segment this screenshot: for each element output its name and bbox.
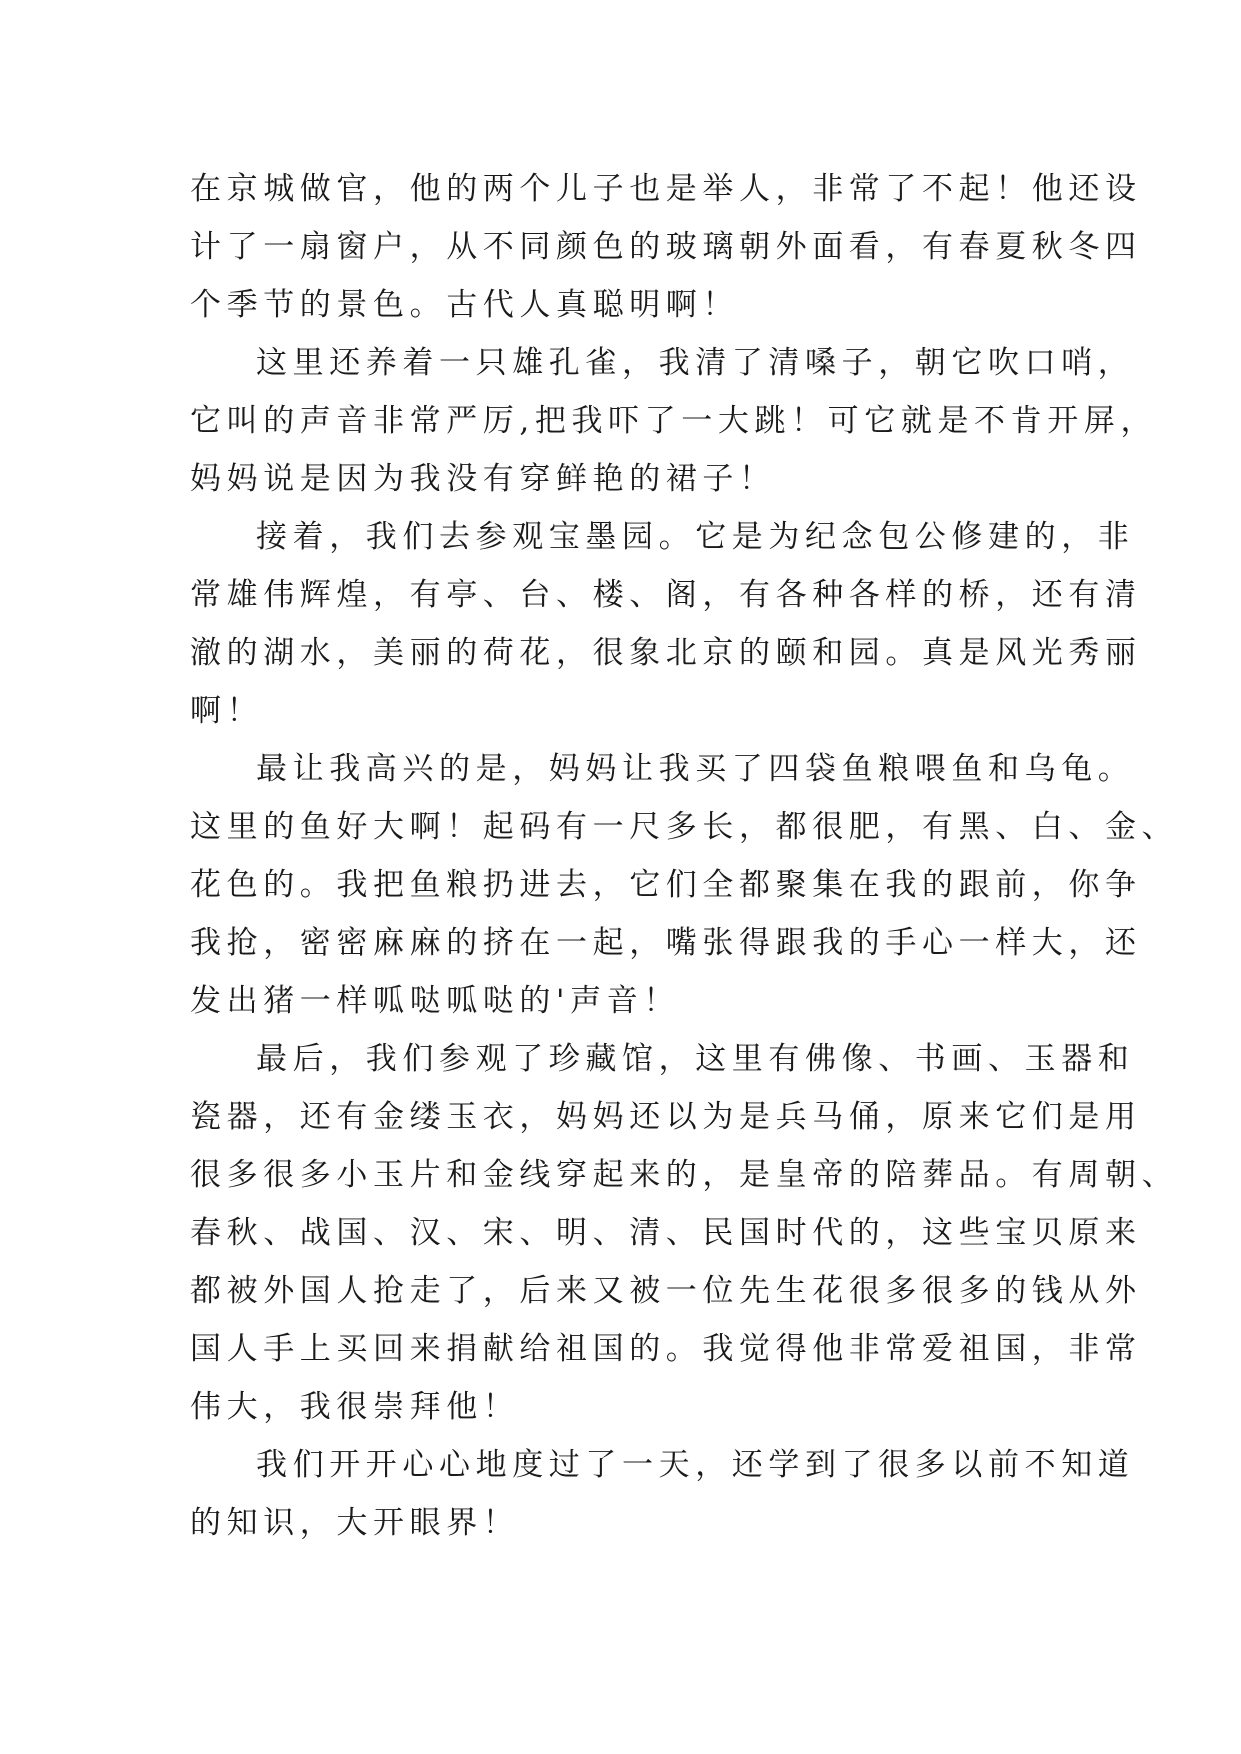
- text-line: 最让我高兴的是，妈妈让我买了四袋鱼粮喂鱼和乌龟。: [256, 751, 1135, 787]
- paragraph: [190, 508, 1142, 740]
- text-line: 很多很多小玉片和金线穿起来的，是皇帝的陪葬品。有周朝、: [190, 1157, 1179, 1193]
- text-line: 国人手上买回来捐献给祖国的。我觉得他非常爱祖国，非常: [190, 1331, 1142, 1367]
- text-line: 发出猪一样呱哒呱哒的'声音！: [190, 983, 680, 1019]
- paragraph: [190, 1030, 1179, 1436]
- text-line: 啊！: [190, 693, 264, 729]
- text-line: 瓷器，还有金缕玉衣，妈妈还以为是兵马俑，原来它们是用: [190, 1099, 1142, 1135]
- text-line: 春秋、战国、汉、宋、明、清、民国时代的，这些宝贝原来: [190, 1215, 1142, 1251]
- text-line: 它叫的声音非常严厉,把我吓了一大跳！可它就是不肯开屏，: [190, 403, 1158, 439]
- text-line: 常雄伟辉煌，有亭、台、楼、阁，有各种各样的桥，还有清: [190, 577, 1142, 613]
- text-line: 妈妈说是因为我没有穿鲜艳的裙子！: [190, 461, 776, 497]
- paragraph: [190, 740, 1179, 1030]
- text-line: 澈的湖水，美丽的荷花，很象北京的颐和园。真是风光秀丽: [190, 635, 1142, 671]
- text-line: 接着，我们去参观宝墨园。它是为纪念包公修建的，非: [256, 519, 1135, 555]
- paragraph: [190, 160, 1142, 334]
- text-line: 我们开开心心地度过了一天，还学到了很多以前不知道: [256, 1447, 1135, 1483]
- text-line: 这里还养着一只雄孔雀，我清了清嗓子，朝它吹口哨，: [256, 345, 1135, 381]
- text-line: 个季节的景色。古代人真聪明啊！: [190, 287, 739, 323]
- document-body: [190, 160, 1179, 1552]
- text-line: 这里的鱼好大啊！起码有一尺多长，都很肥，有黑、白、金、: [190, 809, 1179, 845]
- text-line: 计了一扇窗户，从不同颜色的玻璃朝外面看，有春夏秋冬四: [190, 229, 1142, 265]
- text-line: 花色的。我把鱼粮扔进去，它们全都聚集在我的跟前，你争: [190, 867, 1142, 903]
- paragraph: [190, 334, 1158, 508]
- text-line: 我抢，密密麻麻的挤在一起，嘴张得跟我的手心一样大，还: [190, 925, 1142, 961]
- text-line: 在京城做官，他的两个儿子也是举人，非常了不起！他还设: [190, 171, 1142, 207]
- text-line: 最后，我们参观了珍藏馆，这里有佛像、书画、玉器和: [256, 1041, 1135, 1077]
- paragraph: [190, 1436, 1135, 1552]
- text-line: 伟大，我很崇拜他！: [190, 1389, 520, 1425]
- text-line: 的知识，大开眼界！: [190, 1505, 520, 1541]
- text-line: 都被外国人抢走了，后来又被一位先生花很多很多的钱从外: [190, 1273, 1142, 1309]
